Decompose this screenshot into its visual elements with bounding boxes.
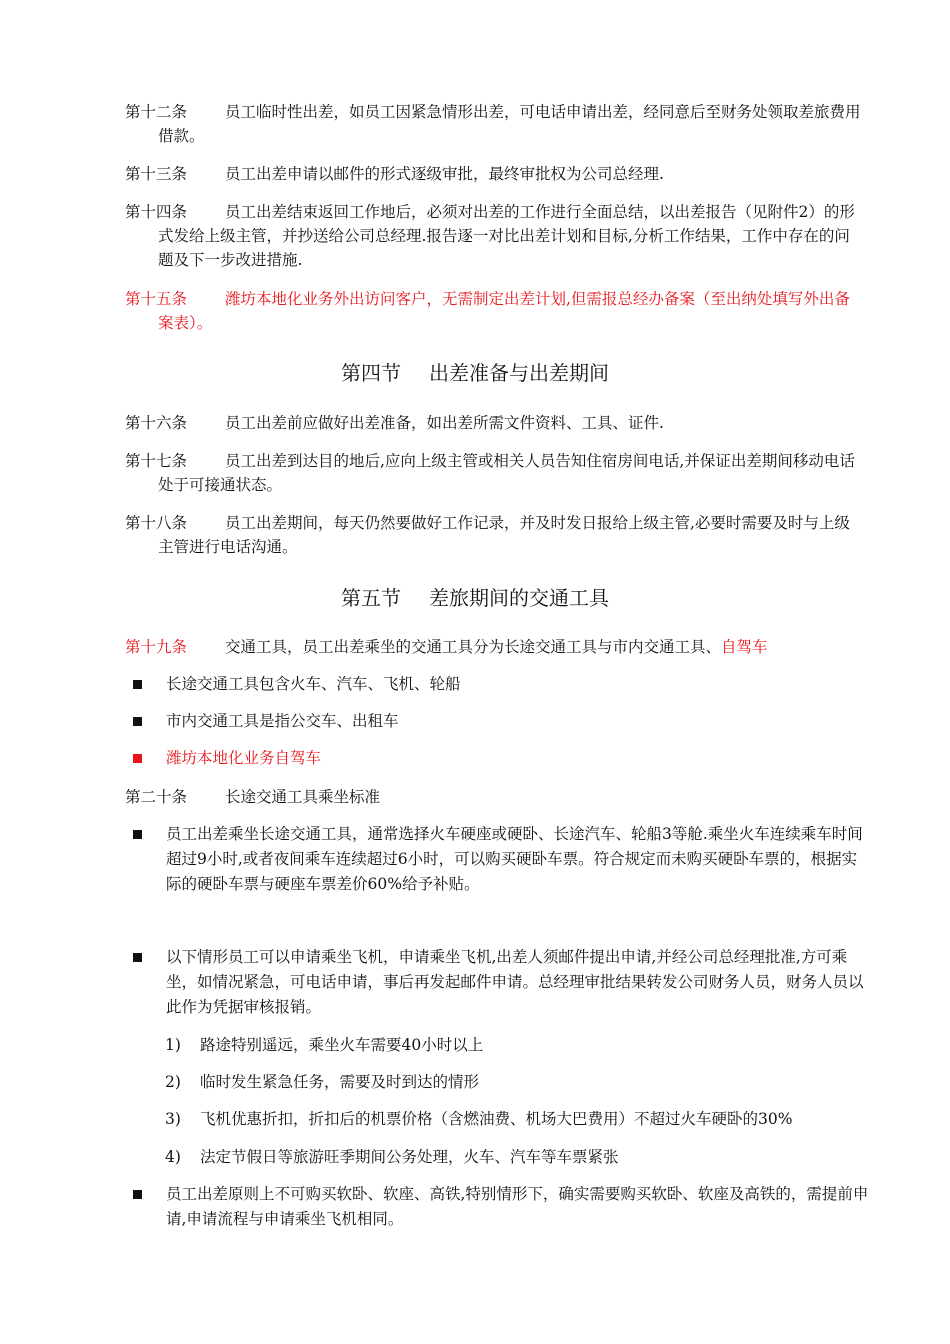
bullet-item (125, 672, 870, 697)
article-text (125, 635, 865, 659)
condition-text: 路途特别遥远，乘坐火车需要40小时以上 (200, 1036, 484, 1054)
article-number: 第十七条 (125, 452, 188, 470)
article-number: 第十六条 (125, 414, 188, 432)
section-4-heading (0, 359, 950, 387)
article-12 (125, 100, 865, 148)
article-text: 员工出差到达目的地后,应向上级主管或相关人员告知住宿房间电话,并保证出差期间移动电话处于可接通状态。 (158, 452, 855, 494)
article-text: 员工出差申请以邮件的形式逐级审批，最终审批权为公司总经理. (225, 165, 664, 183)
bullet-text: 长途交通工具包含火车、汽车、飞机、轮船 (166, 675, 461, 693)
square-bullet-icon (133, 953, 142, 962)
square-bullet-icon (133, 717, 142, 726)
condition-number: 2) (165, 1073, 181, 1091)
article-number: 第十三条 (125, 165, 188, 183)
article-15 (125, 287, 865, 335)
article-text-highlight: 自驾车 (721, 638, 768, 656)
condition-number: 4) (165, 1148, 181, 1166)
article-16 (125, 411, 865, 435)
article-text: 员工出差结束返回工作地后，必须对出差的工作进行全面总结，以出差报告（见附件2）的形式发给上级主管，并抄送给公司总经理.报告逐一对比出差计划和目标,分析工作结果，工作中存在的问题及下一步改进措施. (158, 203, 855, 269)
article-number: 第十八条 (125, 514, 188, 532)
condition-item (165, 1070, 865, 1094)
square-bullet-icon (133, 830, 142, 839)
section-number: 第四节 (341, 361, 401, 385)
article-13 (125, 162, 865, 186)
section-5-heading (0, 584, 950, 612)
article-text: 长途交通工具乘坐标准 (225, 788, 381, 806)
square-bullet-icon (133, 680, 142, 689)
condition-item (165, 1107, 865, 1131)
article-19 (125, 635, 865, 659)
bullet-text: 潍坊本地化业务自驾车 (166, 749, 322, 767)
condition-text: 法定节假日等旅游旺季期间公务处理，火车、汽车等车票紧张 (200, 1148, 619, 1166)
bullet-item (125, 822, 870, 897)
article-18 (125, 511, 865, 559)
article-17 (125, 449, 865, 497)
section-title: 出差准备与出差期间 (429, 361, 609, 385)
bullet-item (125, 746, 870, 771)
article-text: 潍坊本地化业务外出访问客户，无需制定出差计划,但需报总经办备案（至出纳处填写外出备案表）。 (158, 290, 850, 332)
condition-text: 临时发生紧急任务，需要及时到达的情形 (200, 1073, 480, 1091)
article-20 (125, 785, 865, 809)
article-number: 第十五条 (125, 290, 188, 308)
square-bullet-icon (133, 754, 142, 763)
article-text: 员工出差前应做好出差准备，如出差所需文件资料、工具、证件. (225, 414, 664, 432)
article-14 (125, 200, 865, 272)
article-number: 第二十条 (125, 788, 188, 806)
bullet-text: 市内交通工具是指公交车、出租车 (166, 712, 399, 730)
condition-number: 3) (165, 1110, 181, 1128)
condition-number: 1) (165, 1036, 181, 1054)
bullet-item (125, 709, 870, 734)
section-title: 差旅期间的交通工具 (429, 586, 609, 610)
article-number: 第十九条 (125, 638, 188, 656)
article-number: 第十四条 (125, 203, 188, 221)
section-number: 第五节 (341, 586, 401, 610)
bullet-text: 以下情形员工可以申请乘坐飞机，申请乘坐飞机,出差人须邮件提出申请,并经公司总经理批准,方可乘坐，如情况紧急，可电话申请，事后再发起邮件申请。总经理审批结果转发公司财务人员，财务人员以此作为凭据审核报销。 (166, 948, 864, 1016)
article-text: 员工临时性出差，如员工因紧急情形出差，可电话申请出差，经同意后至财务处领取差旅费用借款。 (158, 103, 861, 145)
article-text-main: 交通工具，员工出差乘坐的交通工具分为长途交通工具与市内交通工具、 (225, 638, 722, 656)
bullet-item (125, 945, 870, 1020)
bullet-text: 员工出差乘坐长途交通工具，通常选择火车硬座或硬卧、长途汽车、轮船3等舱.乘坐火车连续乘车时间超过9小时,或者夜间乘车连续超过6小时，可以购买硬卧车票。符合规定而未购买硬卧车票的，根据实际的硬卧车票与硬座车票差价60%给予补贴。 (166, 825, 863, 893)
condition-text: 飞机优惠折扣，折扣后的机票价格（含燃油费、机场大巴费用）不超过火车硬卧的30% (200, 1110, 793, 1128)
square-bullet-icon (133, 1190, 142, 1199)
condition-item (165, 1145, 865, 1169)
bullet-item (125, 1182, 870, 1232)
condition-item (165, 1033, 865, 1057)
article-text: 员工出差期间，每天仍然要做好工作记录，并及时发日报给上级主管,必要时需要及时与上级主管进行电话沟通。 (158, 514, 850, 556)
bullet-text: 员工出差原则上不可购买软卧、软座、高铁,特别情形下，确实需要购买软卧、软座及高铁的，需提前申请,申请流程与申请乘坐飞机相同。 (166, 1185, 869, 1228)
article-number: 第十二条 (125, 103, 188, 121)
